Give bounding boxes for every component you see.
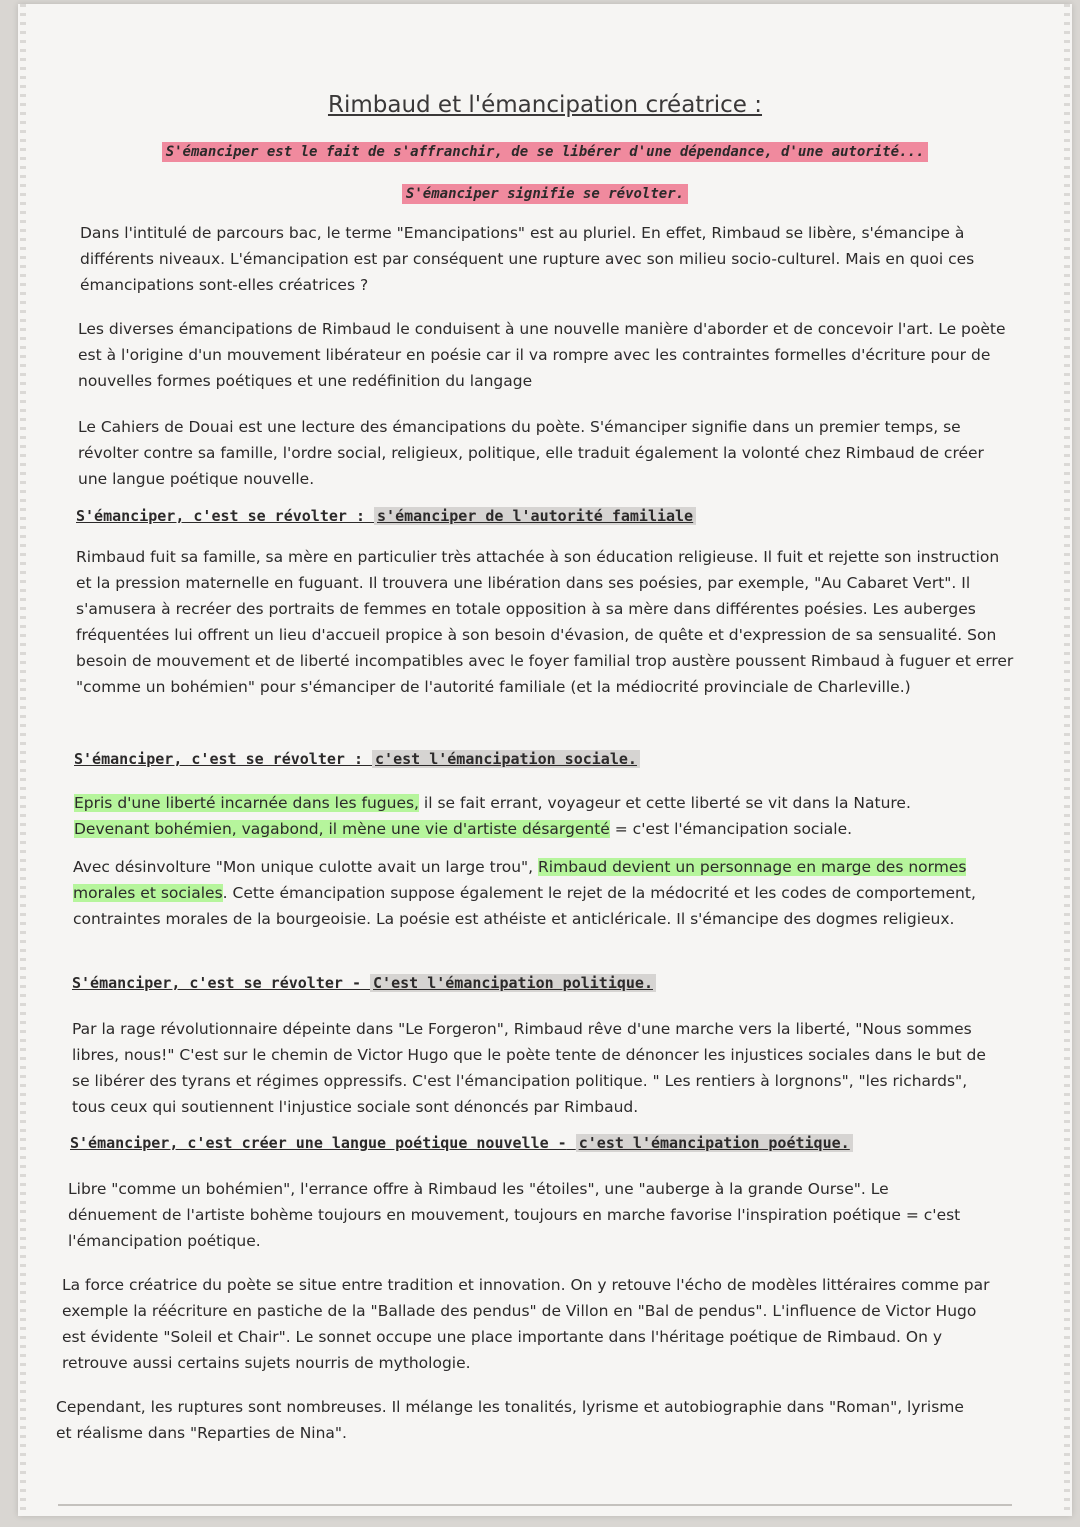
section-heading-familiale: [76, 507, 696, 525]
text-run: . Cette émancipation suppose également le rejet de la médocrité et les codes de comportement, contraintes morales de la bourgeoisie. La poésie est athéiste et anticléricale. Il s'émancipe des dogmes religieux.: [73, 884, 976, 928]
text-run: il se fait errant, voyageur et cette liberté se vit dans la Nature.: [419, 794, 911, 812]
definition-line: [18, 144, 1072, 160]
highlight-green: Devenant bohémien, vagabond, il mène une vie d'artiste désargenté: [74, 820, 610, 838]
section-paragraph-politique: Par la rage révolutionnaire dépeinte dans "Le Forgeron", Rimbaud rêve d'une marche vers la liberté, "Nous sommes libres, nous!" C'est sur le chemin de Victor Hugo que le poète tente de dénoncer les injustices sociales dans le but de se libérer des tyrans et régimes oppressifs. C'est l'émancipation politique. " Les rentiers à lorgnons", "les richards", tous ceux qui soutiennent l'injustice sociale sont dénoncés par Rimbaud.: [72, 1020, 986, 1116]
text-run: Avec désinvolture "Mon unique culotte avait un large trou",: [73, 858, 539, 876]
page-title: Rimbaud et l'émancipation créatrice :: [327, 92, 763, 118]
section-paragraph-sociale-2: [73, 854, 1013, 932]
section-paragraph-sociale-1: [74, 790, 1014, 842]
section-heading-text: S'émanciper, c'est se révolter :: [76, 507, 365, 525]
highlight-green: Epris d'une liberté incarnée dans les fugues,: [74, 794, 419, 812]
section-heading-text: S'émanciper, c'est créer une langue poétique nouvelle -: [70, 1134, 567, 1152]
definition-emanciper: S'émanciper est le fait de s'affranchir, de se libérer d'une dépendance, d'une autorité...: [162, 142, 929, 162]
section-paragraph-familiale: Rimbaud fuit sa famille, sa mère en particulier très attachée à son éducation religieuse. Il fuit et rejette son instruction et la pression maternelle en fuguant. Il trouvera une libération dans ses poésies, par exemple, "Au Cabaret Vert". Il s'amusera à recréer des portraits de femmes en totale opposition à sa mère dans différentes poésies. Les auberges fréquentées lui offrent un lieu d'accueil propice à son besoin d'évasion, de quête et d'expression de sa sensualité. Son besoin de mouvement et de liberté incompatibles avec le foyer familial trop austère poussent Rimbaud à fuguer et errer "comme un bohémien" pour s'émanciper de l'autorité familiale (et la médiocrité provinciale de Charleville.): [76, 548, 1014, 696]
intro-paragraph-1: Dans l'intitulé de parcours bac, le terme "Emancipations" est au pluriel. En effet, Rimbaud se libère, s'émancipe à différents niveaux. L'émancipation est par conséquent une rupture avec son milieu socio-culturel. Mais en quoi ces émancipations sont-elles créatrices ?: [80, 224, 975, 294]
section-subheading: c'est l'émancipation sociale.: [372, 750, 640, 768]
definition-line-2: [18, 186, 1072, 202]
section-heading-poetique: [70, 1134, 853, 1152]
intro-paragraph-2: Les diverses émancipations de Rimbaud le conduisent à une nouvelle manière d'aborder et de concevoir l'art. Le poète est à l'origine d'un mouvement libérateur en poésie car il va rompre avec les contraintes formelles d'écriture pour de nouvelles formes poétiques et une redéfinition du langage: [78, 320, 1006, 390]
paper-sheet: [18, 4, 1072, 1516]
document-content: [18, 4, 1072, 1516]
section-heading-sociale: [74, 750, 640, 768]
highlight-green: Rimbaud devient un personnage en marge des normes morales et sociales: [73, 858, 967, 902]
text-run: = c'est l'émancipation sociale.: [609, 820, 853, 838]
page-bottom-edge: [58, 1504, 1012, 1506]
section-paragraph-poetique-3: Cependant, les ruptures sont nombreuses. Il mélange les tonalités, lyrisme et autobiographie dans "Roman", lyrisme et réalisme dans "Reparties de Nina".: [56, 1398, 964, 1442]
definition-revolter: S'émanciper signifie se révolter.: [402, 184, 688, 204]
section-heading-text: S'émanciper, c'est se révolter :: [74, 750, 363, 768]
section-subheading: c'est l'émancipation poétique.: [576, 1134, 853, 1152]
section-paragraph-poetique-2: La force créatrice du poète se situe entre tradition et innovation. On y retouve l'écho de modèles littéraires comme par exemple la réécriture en pastiche de la "Ballade des pendus" de Villon en "Bal de pendus". L'influence de Victor Hugo est évidente "Soleil et Chair". Le sonnet occupe une place importante dans l'héritage poétique de Rimbaud. On y retrouve aussi certains sujets nourris de mythologie.: [62, 1276, 990, 1372]
section-subheading: s'émanciper de l'autorité familiale: [374, 507, 696, 525]
section-paragraph-poetique-1: Libre "comme un bohémien", l'errance offre à Rimbaud les "étoiles", une "auberge à la grande Ourse". Le dénuement de l'artiste bohème toujours en mouvement, toujours en marche favorise l'inspiration poétique = c'est l'émancipation poétique.: [68, 1180, 961, 1250]
section-heading-politique: [72, 974, 656, 992]
section-subheading: C'est l'émancipation politique.: [370, 974, 656, 992]
intro-paragraph-3: Le Cahiers de Douai est une lecture des émancipations du poète. S'émanciper signifie dans un premier temps, se révolter contre sa famille, l'ordre social, religieux, politique, elle traduit également la volonté chez Rimbaud de créer une langue poétique nouvelle.: [78, 418, 984, 488]
section-heading-text: S'émanciper, c'est se révolter -: [72, 974, 361, 992]
